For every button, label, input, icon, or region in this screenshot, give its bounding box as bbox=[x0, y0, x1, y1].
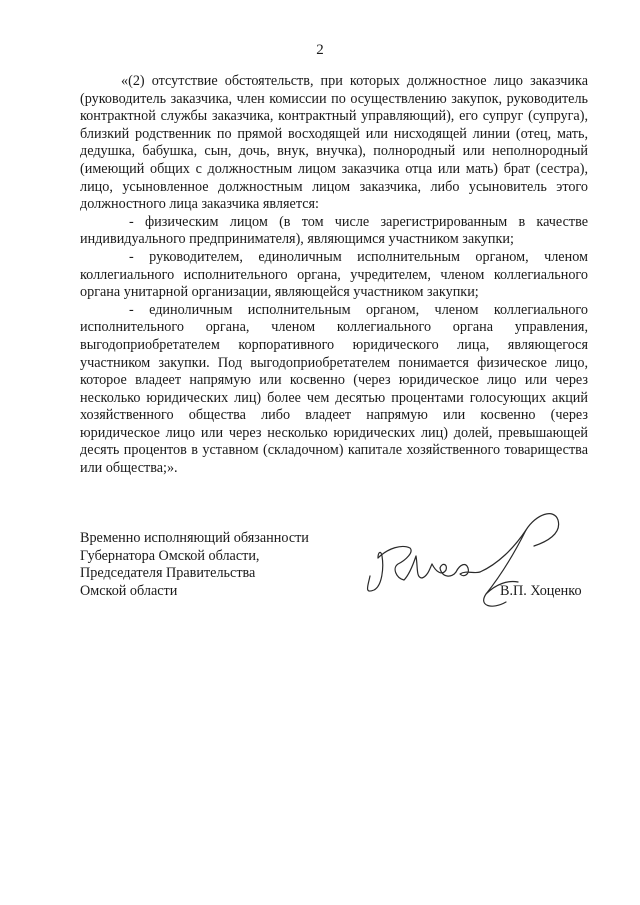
signatory-title-block bbox=[80, 530, 309, 600]
signatory-name: В.П. Хоценко bbox=[500, 583, 582, 599]
paragraph-individual: - физическим лицом (в том числе зарегистрированным в качестве индивидуального предпринимателя), являющимся участником закупки; bbox=[80, 213, 588, 248]
document-body bbox=[80, 73, 588, 478]
paragraph-director: - руководителем, единоличным исполнительным органом, членом коллегиального исполнительного органа, учредителем, членом коллегиального органа унитарной организации, являющейся участником закупки; bbox=[80, 248, 588, 301]
signatory-title-line: Губернатора Омской области, bbox=[80, 547, 260, 564]
paragraph-main-clause: «(2) отсутствие обстоятельств, при которых должностное лицо заказчика (руководитель заказчика, член комиссии по осуществлению закупок, руководитель контрактной службы заказчика, контрактный управляющий), его супруг (супруга), близкий родственник по прямой восходящей или нисходящей линии (отец, мать, дедушка, бабушка, сын, дочь, внук, внучка), полнородный или неполнородный (имеющий общих с должностным лицом заказчика отца или мать) брат (сестра), лицо, усыновленное должностным лицом заказчика, либо усыновитель этого должностного лица заказчика является: bbox=[80, 73, 588, 213]
signatory-title-line: Омской области bbox=[80, 582, 178, 599]
signatory-title-line: Временно исполняющий обязанности bbox=[80, 530, 309, 546]
signatory-title-line: Председателя Правительства bbox=[80, 565, 256, 582]
page-number: 2 bbox=[316, 42, 324, 58]
paragraph-beneficiary: - единоличным исполнительным органом, членом коллегиального исполнительного органа, членом коллегиального органа управления, выгодоприобретателем корпоративного юридического лица, являющегося участником закупки. Под выгодоприобретателем понимается физическое лицо, которое владеет напрямую или косвенно (через юридическое лицо или через несколько юридических лиц) более чем десятью процентами голосующих акций хозяйственного общества либо владеет напрямую или косвенно (через юридическое лицо или через несколько юридических лиц) долей, превышающей десять процентов в уставном (складочном) капитале хозяйственного товарищества или общества;». bbox=[80, 301, 588, 477]
